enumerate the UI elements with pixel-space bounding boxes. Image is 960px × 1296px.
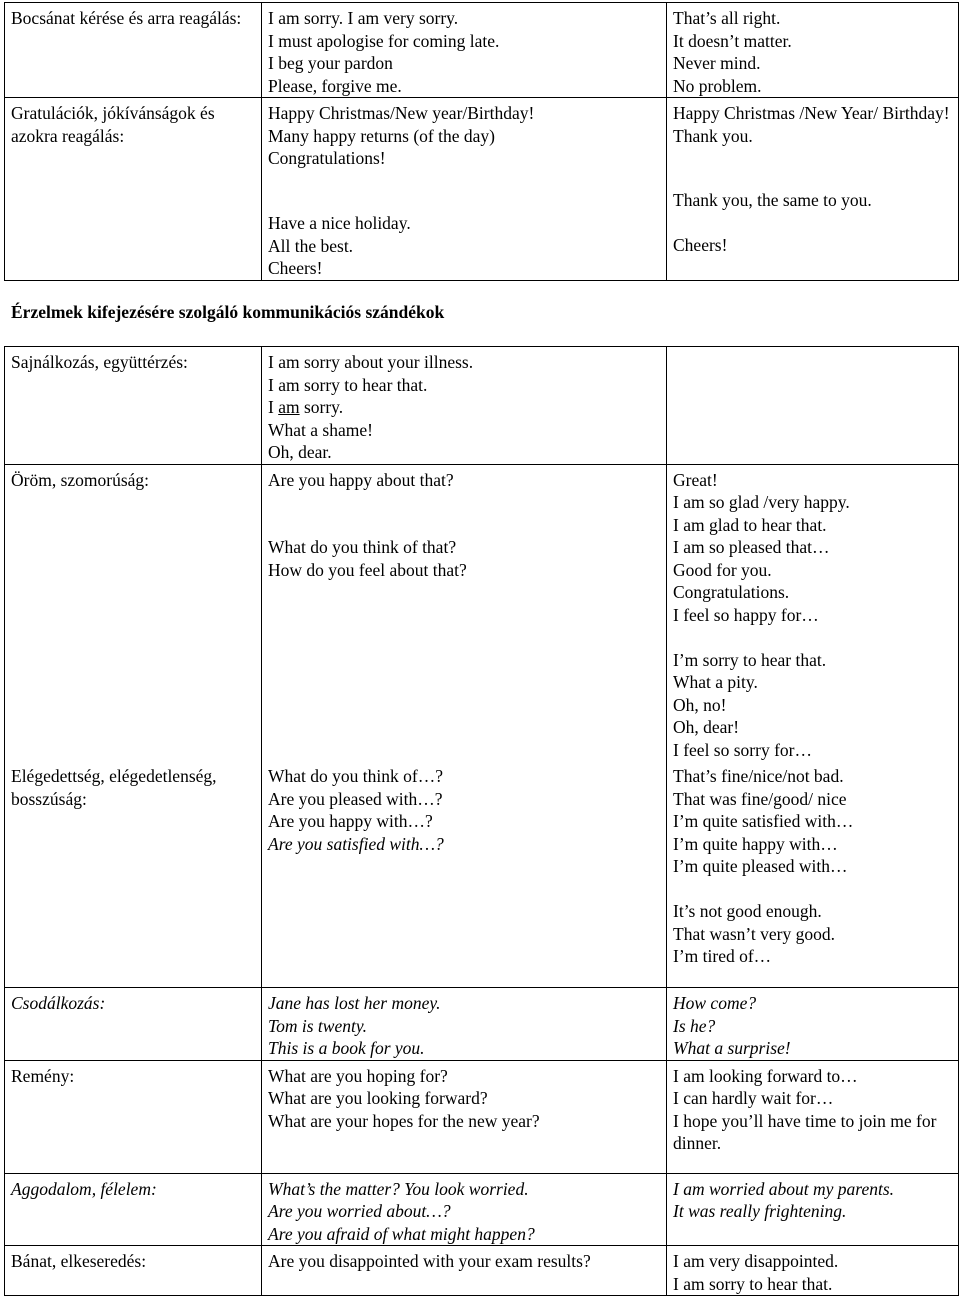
spacer	[268, 491, 660, 536]
phrase: What do you think of that?	[268, 537, 457, 557]
response: I hope you’ll have time to join me for dinner.	[673, 1110, 937, 1153]
phrase: I am sorry to hear that.	[268, 374, 428, 395]
response: No problem.	[673, 75, 762, 96]
responses-cell	[667, 761, 959, 988]
phrases-cell	[262, 1173, 667, 1246]
response: Congratulations.	[673, 582, 790, 602]
response: Thank you, the same to you.	[673, 190, 872, 210]
response: It doesn’t matter.	[673, 30, 792, 51]
spacer	[673, 878, 952, 901]
response: I can hardly wait for…	[673, 1088, 834, 1108]
response: Oh, dear!	[673, 717, 740, 737]
spacer	[268, 170, 660, 193]
response: I am glad to hear that.	[673, 514, 827, 535]
emotions-table	[4, 346, 959, 1296]
phrase: What are you hoping for?	[268, 1065, 448, 1086]
phrase: Are you disappointed with your exam results?	[268, 1251, 591, 1271]
row-label-cell	[5, 1246, 262, 1296]
row-label: Sajnálkozás, együttérzés:	[11, 352, 188, 372]
phrases-cell	[262, 1246, 667, 1296]
spacer	[673, 147, 952, 189]
phrases-cell	[262, 347, 667, 465]
row-label: Bocsánat kérése és arra reagálás:	[11, 8, 242, 28]
phrase: What do you think of…?	[268, 766, 443, 786]
row-label: Elégedettség, elégedetlenség, bosszúság:	[11, 766, 217, 809]
response: I am worried about my parents.	[673, 1178, 895, 1199]
underlined-word: am	[278, 397, 300, 417]
responses-cell	[667, 347, 959, 465]
row-label-cell	[5, 988, 262, 1061]
phrase: This is a book for you.	[268, 1038, 425, 1058]
response: It’s not good enough.	[673, 901, 822, 921]
table-row	[5, 1173, 959, 1246]
phrase: Jane has lost her money.	[268, 993, 441, 1013]
response: I’m quite pleased with…	[673, 856, 848, 876]
table-row	[5, 761, 959, 988]
row-label-cell	[5, 1060, 262, 1173]
response: That’s fine/nice/not bad.	[673, 766, 844, 786]
table-row	[5, 988, 959, 1061]
response: Oh, no!	[673, 694, 727, 715]
phrase: What a shame!	[268, 419, 373, 440]
phrase: What’s the matter? You look worried.	[268, 1178, 529, 1199]
phrase: Please, forgive me.	[268, 75, 402, 96]
table-row	[5, 1060, 959, 1173]
phrase: Are you satisfied with…?	[268, 833, 444, 854]
phrases-cell	[262, 3, 667, 98]
responses-cell	[667, 464, 959, 761]
phrase: How do you feel about that?	[268, 559, 467, 580]
phrase: Congratulations!	[268, 148, 386, 168]
phrase: Tom is twenty.	[268, 1015, 368, 1036]
row-label-cell	[5, 98, 262, 281]
row-label: Aggodalom, félelem:	[11, 1178, 157, 1199]
response: What a pity.	[673, 672, 758, 692]
response: I am sorry to hear that.	[673, 1273, 833, 1294]
response: It was really frightening.	[673, 1201, 847, 1221]
phrase: All the best.	[268, 235, 354, 256]
response: Great!	[673, 469, 718, 490]
row-label-cell	[5, 464, 262, 761]
spacer	[673, 626, 952, 649]
response: Thank you.	[673, 125, 753, 146]
phrase: Cheers!	[268, 258, 323, 278]
response: Good for you.	[673, 559, 772, 580]
response: Never mind.	[673, 53, 761, 73]
phrase: I am sorry about your illness.	[268, 352, 474, 372]
responses-cell	[667, 1246, 959, 1296]
phrase: Happy Christmas/New year/Birthday!	[268, 103, 535, 123]
response: That’s all right.	[673, 8, 781, 28]
phrase: I am sorry. I am very sorry.	[268, 8, 459, 28]
phrases-cell	[262, 464, 667, 761]
responses-cell	[667, 98, 959, 281]
response: Happy Christmas /New Year/ Birthday!	[673, 103, 950, 123]
table-row	[5, 3, 959, 98]
phrases-cell	[262, 1060, 667, 1173]
phrase: Many happy returns (of the day)	[268, 125, 495, 146]
row-label-cell	[5, 761, 262, 988]
phrases-cell	[262, 988, 667, 1061]
table-row	[5, 98, 959, 281]
response: I am very disappointed.	[673, 1251, 839, 1271]
response: I am so pleased that…	[673, 537, 830, 557]
phrase: What are you looking forward?	[268, 1088, 488, 1108]
phrases-cell	[262, 98, 667, 281]
phrase: Have a nice holiday.	[268, 213, 411, 233]
response: I am looking forward to…	[673, 1065, 858, 1086]
section-heading: Érzelmek kifejezésére szolgáló kommunikációs szándékok	[11, 302, 445, 322]
response: How come?	[673, 993, 757, 1013]
phrase: Are you worried about…?	[268, 1201, 451, 1221]
spacer	[268, 192, 660, 212]
phrase: Are you happy with…?	[268, 811, 433, 831]
row-label-cell	[5, 3, 262, 98]
response: I’m tired of…	[673, 946, 772, 966]
response: Is he?	[673, 1015, 716, 1036]
phrase: I must apologise for coming late.	[268, 30, 500, 51]
phrase: Oh, dear.	[268, 442, 332, 462]
responses-cell	[667, 1060, 959, 1173]
response: I am so glad /very happy.	[673, 492, 850, 512]
response: Cheers!	[673, 235, 728, 255]
phrase: I beg your pardon	[268, 53, 393, 73]
responses-cell	[667, 3, 959, 98]
row-label: Gratulációk, jókívánságok és azokra reagálás:	[11, 103, 215, 146]
table-row	[5, 1246, 959, 1296]
response: I’m quite satisfied with…	[673, 811, 854, 831]
response: I’m quite happy with…	[673, 833, 838, 854]
phrase: Are you afraid of what might happen?	[268, 1223, 535, 1244]
phrase-part: I	[268, 397, 279, 417]
spacer	[673, 212, 952, 235]
row-label: Remény:	[11, 1065, 75, 1086]
response: I feel so happy for…	[673, 604, 819, 625]
response: What a surprise!	[673, 1038, 791, 1058]
table-row	[5, 347, 959, 465]
row-label: Csodálkozás:	[11, 993, 106, 1013]
row-label: Bánat, elkeseredés:	[11, 1251, 147, 1271]
row-label-cell	[5, 1173, 262, 1246]
response: I’m sorry to hear that.	[673, 649, 827, 670]
response: That wasn’t very good.	[673, 923, 836, 944]
phrase: Are you happy about that?	[268, 469, 454, 490]
responses-cell	[667, 1173, 959, 1246]
phrase: What are your hopes for the new year?	[268, 1110, 540, 1131]
phrase-part: sorry.	[299, 397, 344, 417]
table-row	[5, 464, 959, 761]
phrase	[268, 396, 660, 419]
phrases-cell	[262, 761, 667, 988]
apology-congratulation-table	[4, 2, 959, 281]
response: That was fine/good/ nice	[673, 788, 847, 809]
phrase: Are you pleased with…?	[268, 788, 443, 809]
row-label: Öröm, szomorúság:	[11, 469, 150, 490]
responses-cell	[667, 988, 959, 1061]
row-label-cell	[5, 347, 262, 465]
response: I feel so sorry for…	[673, 739, 812, 760]
